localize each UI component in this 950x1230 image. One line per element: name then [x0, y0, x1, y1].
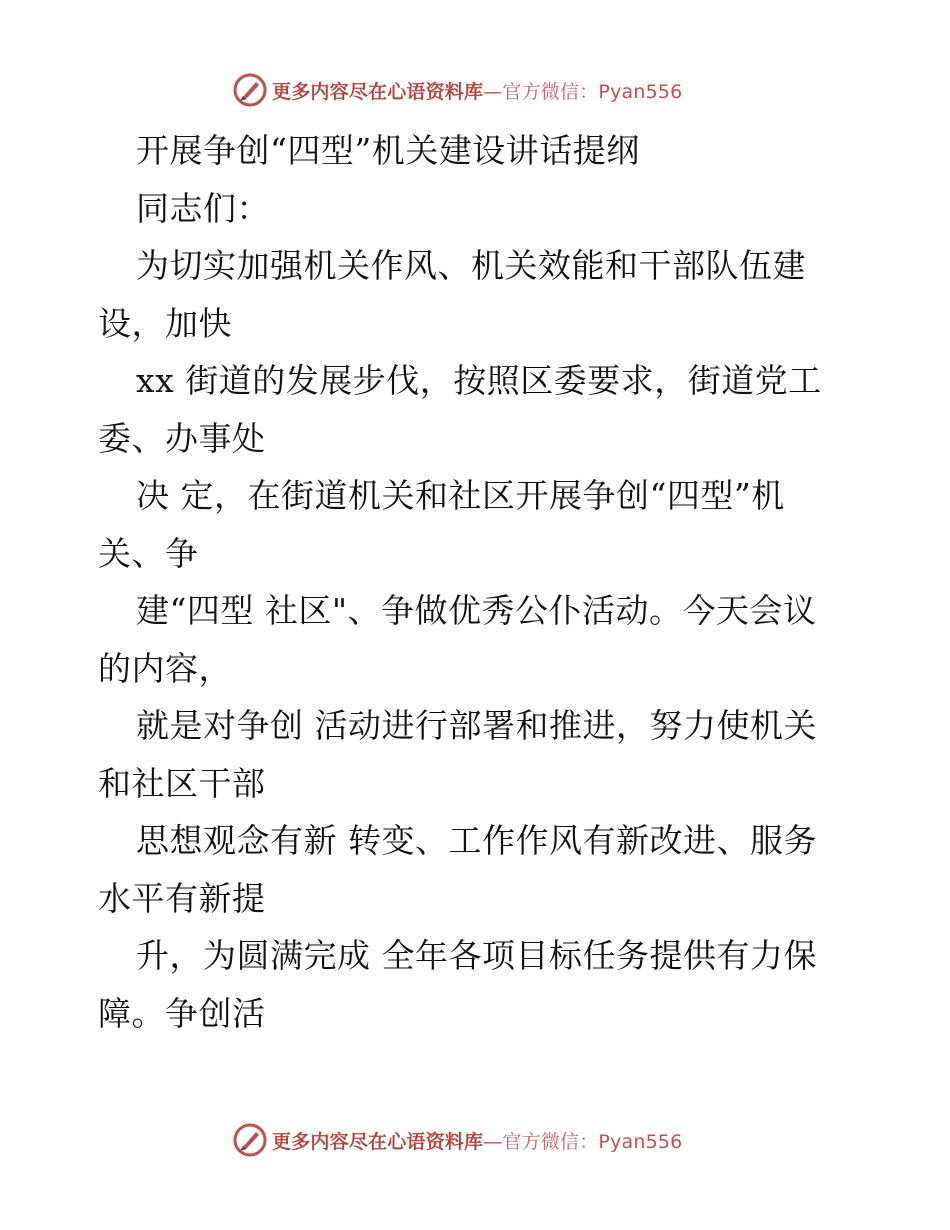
banner-separator: —: [483, 80, 503, 103]
text-line: 和社区干部: [98, 763, 266, 803]
text-line: 为切实加强机关作风、机关效能和干部队伍建: [136, 246, 806, 285]
banner-text: [272, 1127, 682, 1154]
text-line: 设，加快: [98, 303, 232, 343]
banner-wechat-id: Pyan556: [598, 80, 683, 103]
text-line: 思想观念有新 转变、工作作风有新改进、服务: [136, 821, 817, 860]
document-title: 开展争创“四型”机关建设讲话提纲: [136, 131, 640, 170]
header-watermark-banner: [232, 70, 752, 110]
banner-separator: —: [483, 1130, 503, 1153]
banner-library-text: 更多内容尽在心语资料库: [272, 80, 484, 103]
document-body: [98, 122, 898, 1042]
banner-wechat-label: 官方微信：: [502, 1130, 599, 1153]
text-line: xx 街道的发展步伐，按照区委要求，街道党工: [136, 361, 822, 400]
banner-text: [272, 77, 682, 104]
text-line: 的内容，: [98, 648, 232, 688]
banner-library-text: 更多内容尽在心语资料库: [272, 1130, 484, 1153]
text-line: 决 定，在街道机关和社区开展争创“四型”机: [136, 476, 785, 515]
text-line: 水平有新提: [98, 878, 266, 918]
banner-wechat-id: Pyan556: [598, 1130, 683, 1153]
quill-pen-logo-icon: [232, 72, 268, 108]
banner-wechat-label: 官方微信：: [502, 80, 599, 103]
footer-watermark-banner: [232, 1120, 752, 1160]
text-line: 就是对争创 活动进行部署和推进，努力使机关: [136, 706, 817, 745]
text-line: 委、办事处: [98, 418, 266, 458]
text-line: 同志们：: [136, 188, 270, 228]
text-line: 关、争: [98, 533, 199, 573]
quill-pen-logo-icon: [232, 1122, 268, 1158]
text-line: 障。争创活: [98, 993, 266, 1033]
text-line: 建“四型 社区"、争做优秀公仆活动。今天会议: [136, 591, 817, 630]
text-line: 升，为圆满完成 全年各项目标任务提供有力保: [136, 936, 817, 975]
